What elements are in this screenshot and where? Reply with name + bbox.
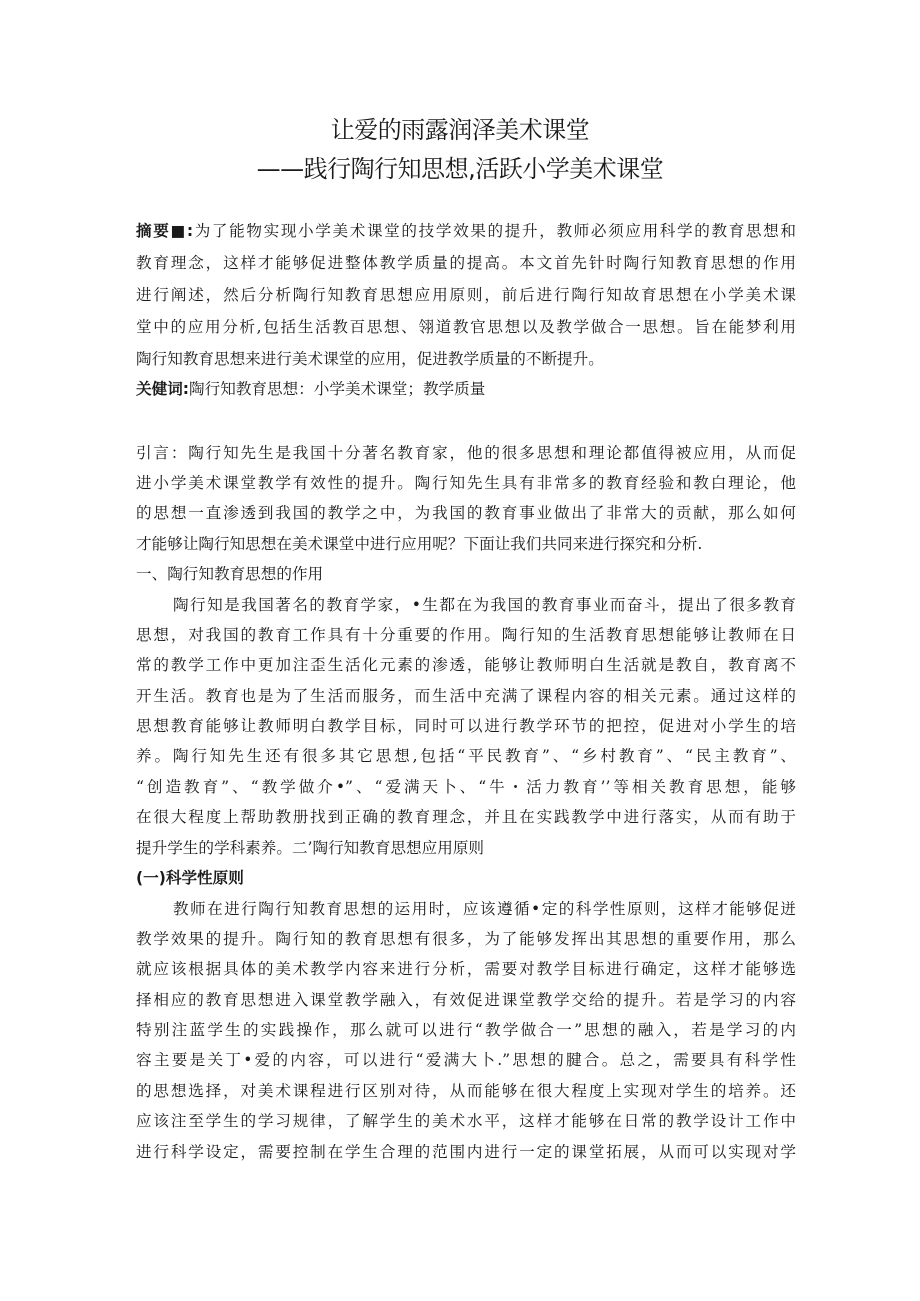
paragraph-line: 陶行知是我国著名的教育学家，•生都在为我国的教育事业而奋斗，提出了很多教育 <box>173 596 796 614</box>
paragraph-line: 在很大程度上帮助教册找到正确的教育理念，并且在实践教学中进行落实，从而有助于 <box>136 808 796 826</box>
paragraph-line: 容主要是关丁•爱的内容，可以进行“爱满大卜.”思想的腱合。总之，需要具有科学性 <box>136 1051 796 1069</box>
intro-line: 引言：陶行知先生是我国十分著名教育家，他的很多思想和理论都值得被应用，从而促 <box>136 444 796 462</box>
paragraph-line: 应该注至学生的学习规律，了解学生的美术水平，这样才能够在日常的教学设计工作中 <box>136 1112 796 1130</box>
abstract-line: 陶行知教育思想来进行美术课堂的应用，促进教学质量的不断提升。 <box>136 350 604 368</box>
section-heading: 一、陶行知教育思想的作用 <box>136 565 324 583</box>
paragraph-line: 就应该根据具体的美术教学内容来进行分析，需要对教学目标进行确定，这样才能够选 <box>136 960 796 978</box>
intro-line: 才能够让陶行知思想在美术课堂中进行应用呢？下面让我们共同来进行探究和分析. <box>136 535 703 553</box>
keywords-line <box>136 378 796 400</box>
page-title: 让爱的雨露润泽美术课堂 <box>330 116 590 144</box>
paragraph-line: 进行科学设定，需要控制在学生合理的范围内进行一定的课堂拓展，从而可以实现对学 <box>136 1143 796 1161</box>
paragraph-line: 思想，对我国的教育工作具有十分重要的作用。陶行知的生活教育思想能够让教师在日 <box>136 626 796 644</box>
paragraph-line: 特别注蓝学生的实践操作，那么就可以进行“教学做合一”思想的融入，若是学习的内 <box>136 1021 796 1039</box>
page-subtitle: ——践行陶行知思想,活跃小学美术课堂 <box>256 155 664 183</box>
paragraph-line: 养。陶行知先生还有很多其它思想,包括“平民教育”、“乡村教育”、“民主教育”、 <box>136 747 796 765</box>
paragraph-line: “创造教育”、“教学做介•”、“爱满天卜、“牛・活力教育’’等相关教育思想，能够 <box>136 778 796 796</box>
intro-line: 的思想一直渗透到我国的教学之中，为我国的教育事业做出了非常大的贡献，那么如何 <box>136 504 796 522</box>
abstract-line: 摘要■:为了能物实现小学美术课堂的技学效果的提升，教师必须应用科学的教育思想和 <box>136 222 796 240</box>
paragraph-line: 教学效果的提升。陶行知的教育思想有很多，为了能够发挥出其思想的重要作用，那么 <box>136 930 796 948</box>
subsection-heading: (一)科学性原则 <box>136 869 244 887</box>
paragraph-line: 提升学生的学科素养。二’陶行知教育思想应用原则 <box>136 839 485 857</box>
paragraph-line: 思想教育能够让教师明白教学目标，同时可以进行教学环节的把控，促进对小学生的培 <box>136 717 796 735</box>
paragraph-line: 择相应的教育思想进入课堂教学融入，有效促进课堂教学交给的提升。若是学习的内容 <box>136 991 796 1009</box>
keywords-label: 关健词: <box>136 380 190 398</box>
keywords-text: 陶行知教育思想：小学美术课堂；教学质量 <box>189 380 486 398</box>
abstract-label: 摘要■: <box>136 222 194 240</box>
paragraph-line: 的思想选择，对美术课程进行区别对待，从而能够在很大程度上实现对学生的培养。还 <box>136 1082 796 1100</box>
abstract-line: 教育理念，这样才能够促进整体教学质量的提高。本文首先针时陶行知教育思想的作用 <box>136 254 796 272</box>
abstract-line: 堂中的应用分析,包括生活教百思想、翎道教官思想以及教学做合一思想。旨在能梦利用 <box>136 318 796 336</box>
abstract-line: 进行阐述，然后分析陶行知教育思想应用原则，前后进行陶行知故育思想在小学美术课 <box>136 286 796 304</box>
paragraph-line: 开生活。教育也是为了生活而服务，而生活中充满了课程内容的相关元素。通过这样的 <box>136 687 796 705</box>
paragraph-line: 教师在进行陶行知教育思想的运用时，应该遵循•定的科学性原则，这样才能够促迸 <box>173 900 796 918</box>
intro-line: 进小学美术课堂教学有效性的提升。陶行知先生具有非常多的教育经验和教白理论，他 <box>136 474 796 492</box>
paragraph-line: 常的教学工作中更加注歪生活化元素的渗透，能够让教师明白生活就是教自，教育离不 <box>136 656 796 674</box>
